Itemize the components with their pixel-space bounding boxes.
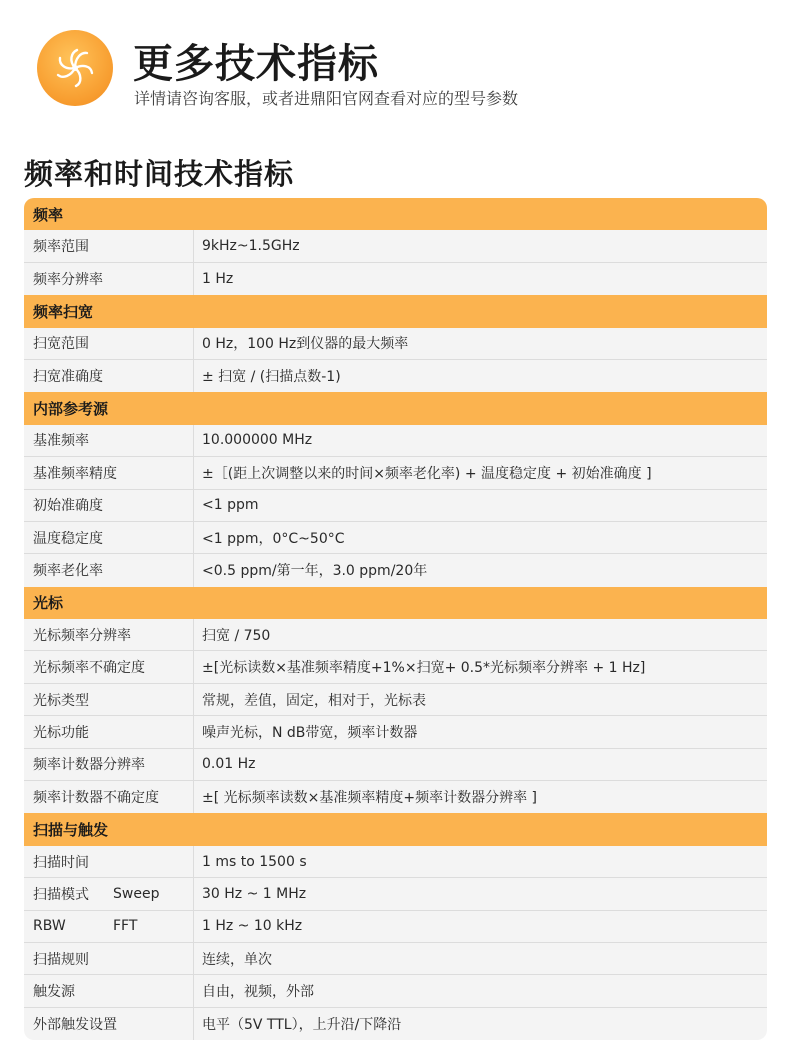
table-row [24,781,767,813]
row-label-main: 扫描模式 [33,886,89,903]
row-value: ±[ 光标频率读数×基准频率精度+频率计数器分辨率 ] [202,790,538,807]
row-label: 光标类型 [24,684,194,715]
row-value: 1 ms to 1500 s [202,853,307,870]
row-label: 光标频率分辨率 [24,619,194,650]
row-value: 0 Hz，100 Hz到仪器的最大频率 [202,336,409,353]
table-row [24,846,767,878]
group-header-reference: 内部参考源 [24,392,767,424]
row-label: 频率计数器分辨率 [24,749,194,780]
table-row [24,522,767,554]
row-value: 1 Hz [202,270,234,287]
table-row [24,490,767,522]
row-label: 光标频率不确定度 [24,651,194,682]
row-value: 自由，视频，外部 [202,984,314,1001]
row-value: 电平（5V TTL），上升沿/下降沿 [202,1016,402,1033]
row-value: ±[光标读数×基准频率精度+1%×扫宽+ 0.5*光标频率分辨率 + 1 Hz] [202,660,646,677]
row-value: 1 Hz ~ 10 kHz [202,918,303,935]
row-value: 常规，差值，固定，相对于，光标表 [202,692,426,709]
row-label: 外部触发设置 [24,1008,194,1040]
page-subtitle: 详情请咨询客服，或者进鼎阳官网查看对应的型号参数 [134,89,519,108]
group-header-span: 频率扫宽 [24,295,767,327]
group-header-marker: 光标 [24,587,767,619]
table-row [24,943,767,975]
row-label: 频率计数器不确定度 [24,781,194,813]
row-label: 扫描规则 [24,943,194,974]
spec-table [24,198,767,1040]
row-label: 频率分辨率 [24,263,194,295]
table-row [24,230,767,262]
row-label-main: RBW [33,918,66,935]
row-label: 温度稳定度 [24,522,194,553]
row-value: <1 ppm [202,497,259,514]
row-label: 频率范围 [24,230,194,261]
table-row [24,1008,767,1040]
table-row [24,716,767,748]
table-row [24,975,767,1007]
row-label [24,878,194,909]
group-header-sweep: 扫描与触发 [24,813,767,845]
page-header [0,0,790,130]
table-row [24,425,767,457]
table-row [24,328,767,360]
table-row [24,457,767,489]
row-value: 连续，单次 [202,951,272,968]
row-value: ±［(距上次调整以来的时间×频率老化率) + 温度稳定度 + 初始准确度 ] [202,465,652,482]
row-label: 触发源 [24,975,194,1006]
row-value: <0.5 ppm/第一年，3.0 ppm/20年 [202,563,428,580]
group-header-frequency: 频率 [24,198,767,230]
table-row [24,619,767,651]
row-value: <1 ppm，0°C~50°C [202,530,345,547]
page-title: 更多技术指标 [133,41,379,87]
row-label: 扫描时间 [24,846,194,877]
row-label: 基准频率 [24,425,194,456]
swirl-fan-icon [37,30,113,106]
table-row [24,360,767,392]
row-value: 30 Hz ~ 1 MHz [202,885,307,902]
table-row [24,554,767,586]
row-value: 噪声光标，N dB带宽，频率计数器 [202,724,418,741]
row-label: 扫宽准确度 [24,360,194,392]
row-label: 光标功能 [24,716,194,747]
row-label: 基准频率精度 [24,457,194,488]
row-label: 扫宽范围 [24,328,194,359]
table-row [24,684,767,716]
row-label: 频率老化率 [24,554,194,586]
table-row [24,651,767,683]
section-title: 频率和时间技术指标 [24,157,295,191]
row-value: 0.01 Hz [202,756,256,773]
row-label [24,911,194,942]
row-value: ± 扫宽 / (扫描点数-1) [202,369,341,386]
row-label-sub: FFT [113,918,138,935]
row-value: 10.000000 MHz [202,432,313,449]
table-row [24,911,767,943]
row-label: 初始准确度 [24,490,194,521]
row-value: 扫宽 / 750 [202,627,271,644]
table-row [24,749,767,781]
row-label-sub: Sweep [113,885,160,902]
row-value: 9kHz~1.5GHz [202,238,300,255]
table-row [24,263,767,295]
table-row [24,878,767,910]
